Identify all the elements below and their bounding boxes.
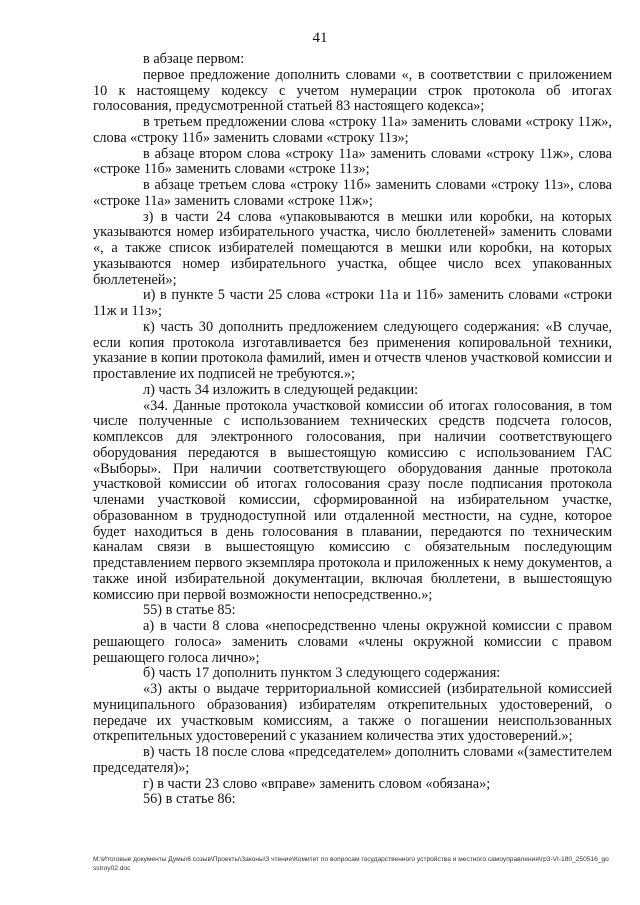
- paragraph: «34. Данные протокола участковой комиссии об итогах голосования, в том числе полученные с использованием технических средств подсчета голосов, комплексов для электронного голосования, при наличии соответствующего оборудования передаются в вышестоящую комиссию с использованием ГАС «Выборы». При наличии соответствующего оборудования данные протокола участковой комиссии об итогах голосования сразу после подписания протокола членами участковой комиссии, сформированной на избирательном участке, образованном в труднодоступной или отдаленной местности, на судне, которое будет находиться в день голосования в плавании, передаются по техническим каналам связи в вышестоящую комиссию с обязательным последующим представлением первого экземпляра протокола и приложенных к нему документов, а также иной избирательной документации, включая бюллетени, в вышестоящую комиссию при первой возможности непосредственно.»;: [93, 397, 612, 603]
- paragraph: з) в части 24 слова «упаковываются в мешки или коробки, на которых указываются номер избирательного участка, число бюллетеней» заменить словами «, а также список избирателей помещаются в мешки или коробки, на которых указываются номер избирательного участка, общее число всех упакованных бюллетеней»;: [93, 208, 612, 288]
- paragraph: г) в части 23 слово «вправе» заменить словом «обязана»;: [143, 775, 491, 792]
- paragraph: первое предложение дополнить словами «, в соответствии с приложением 10 к настоящему кодексу с учетом нумерации строк протокола об итогах голосования, предусмотренной статьей 83 настоящего кодекса»;: [93, 66, 612, 115]
- footer-file-path: M:\Итоговые документы Думы\6 созыв\Проекты\Законы\3 чтение\Комитет по вопросам государственного устройства и местного самоуправления\гр3-VI-180_250516_gosstroy02.doc: [93, 856, 609, 872]
- paragraph: «3) акты о выдаче территориальной комиссией (избирательной комиссией муниципального образования) избирателям открепительных удостоверений, о передаче их участковым комиссиям, а также о погашении неиспользованных открепительных удостоверений с указанием количества этих удостоверений.»;: [93, 681, 612, 745]
- paragraph: 55) в статье 85:: [143, 602, 236, 619]
- paragraph: л) часть 34 изложить в следующей редакции:: [143, 381, 419, 398]
- paragraph: и) в пункте 5 части 25 слова «строки 11а и 11б» заменить словами «строки 11ж и 11з»;: [93, 287, 612, 319]
- paragraph: в третьем предложении слова «строку 11а» заменить словами «строку 11ж», слова «строку 11б» заменить словами «строку 11з»;: [93, 114, 612, 146]
- paragraph: в абзаце третьем слова «строку 11б» заменить словами «строку 11з», слова «строке 11а» заменить словами «строке 11ж»;: [93, 177, 612, 209]
- paragraph: в абзаце втором слова «строку 11а» заменить словами «строку 11ж», слова «строке 11б» заменить словами «строке 11з»;: [93, 145, 612, 178]
- paragraph: в абзаце первом:: [143, 51, 245, 67]
- paragraph: 56) в статье 86:: [143, 791, 236, 808]
- paragraph: в) часть 18 после слова «председателем» дополнить словами «(заместителем председателя)»;: [93, 744, 612, 776]
- document-body: [93, 52, 612, 808]
- paragraph: б) часть 17 дополнить пунктом 3 следующего содержания:: [143, 665, 501, 682]
- paragraph: а) в части 8 слова «непосредственно члены окружной комиссии с правом решающего голоса» заменить словами «члены окружной комиссии с правом решающего голоса лично»;: [93, 618, 612, 666]
- page-number: 41: [312, 30, 328, 46]
- paragraph: к) часть 30 дополнить предложением следующего содержания: «В случае, если копия протокола изготавливается без применения копировальной техники, указание в копии протокола фамилий, имен и отчеств членов участковой комиссии и проставление их подписей не требуются.»;: [93, 318, 612, 382]
